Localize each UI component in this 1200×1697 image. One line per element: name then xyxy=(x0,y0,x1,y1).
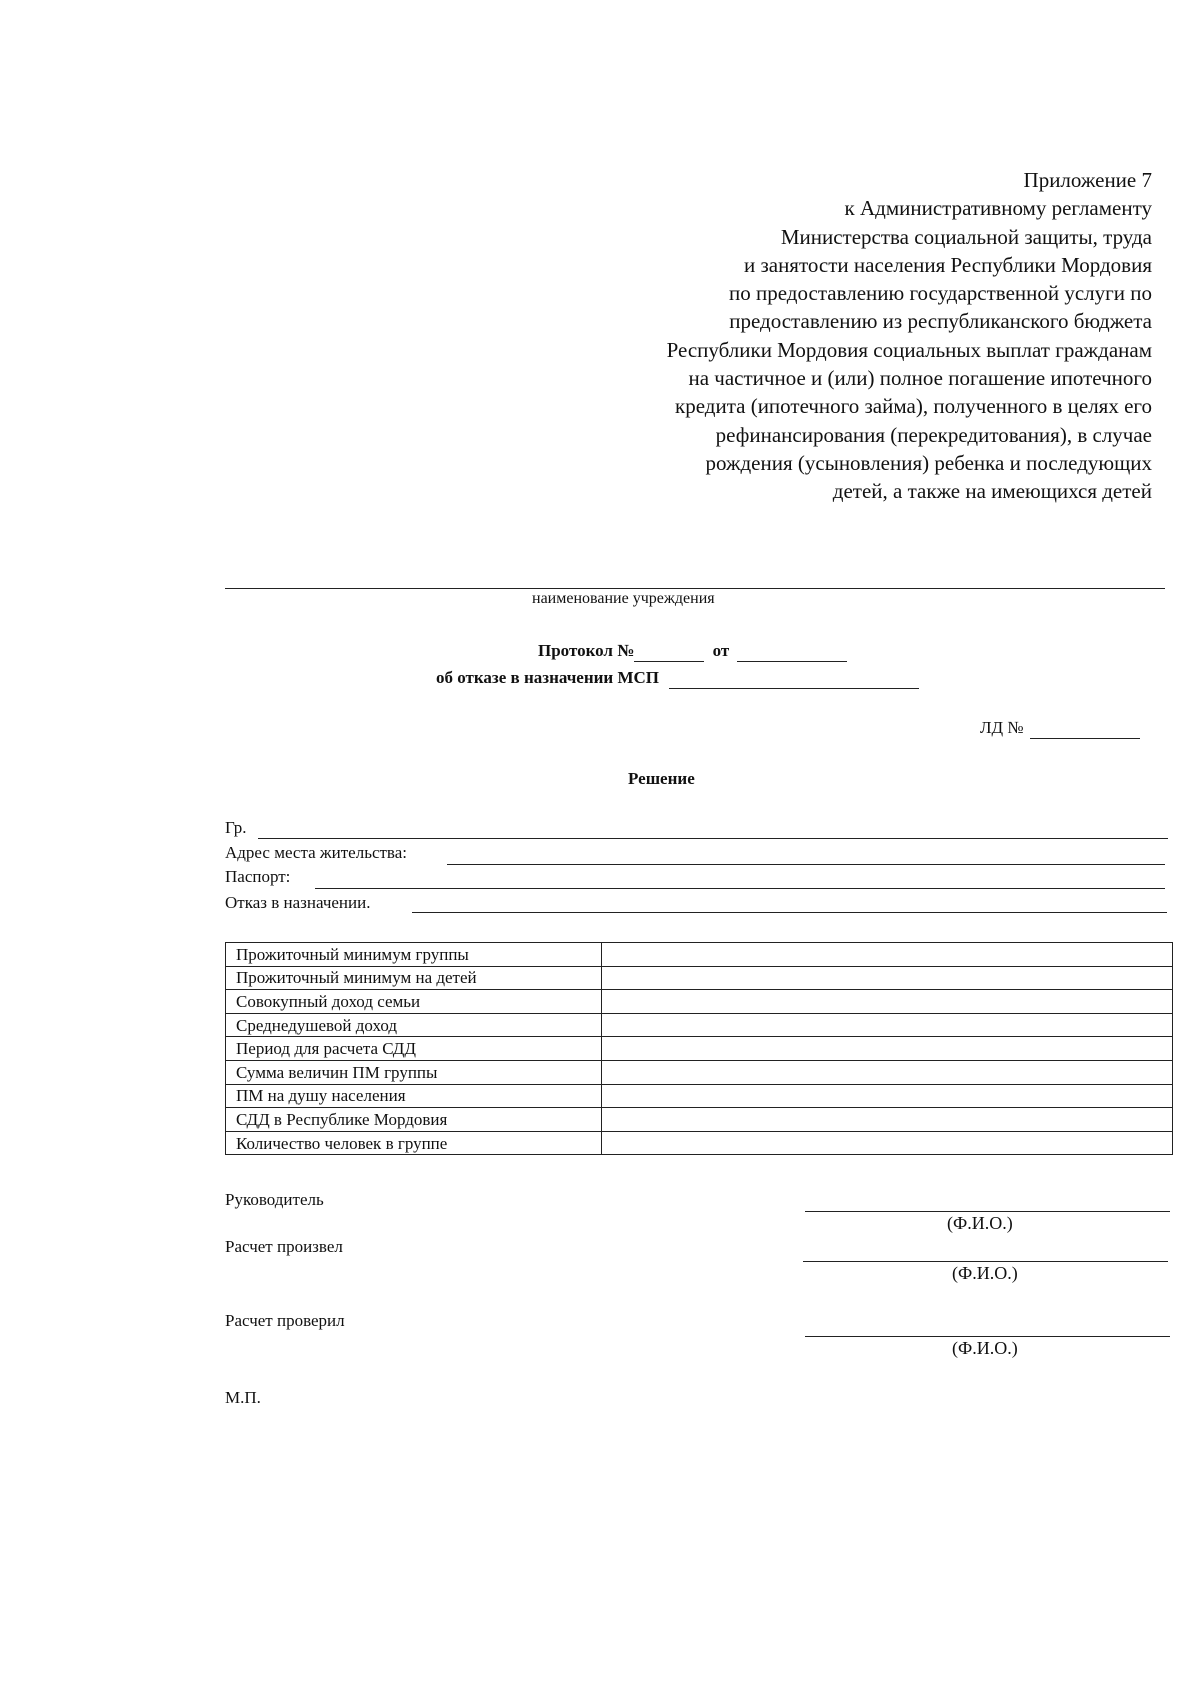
head-fio-caption: (Ф.И.О.) xyxy=(947,1213,1013,1233)
table-row xyxy=(226,943,1173,967)
param-label: Среднедушевой доход xyxy=(226,1013,602,1037)
protocol-subtitle: об отказе в назначении МСП xyxy=(436,668,660,687)
appendix-line: детей, а также на имеющихся детей xyxy=(832,479,1152,504)
param-label: ПМ на душу населения xyxy=(226,1084,602,1108)
table-row xyxy=(226,1084,1173,1108)
param-label: СДД в Республике Мордовия xyxy=(226,1108,602,1132)
appendix-line: Приложение 7 xyxy=(1023,168,1152,192)
param-value-cell[interactable] xyxy=(602,943,1173,967)
head-signature-label: Руководитель xyxy=(225,1190,324,1209)
protocol-date-field[interactable] xyxy=(737,641,847,662)
checked-by-signature-line[interactable] xyxy=(805,1336,1170,1337)
param-label: Количество человек в группе xyxy=(226,1131,602,1155)
appendix-line: предоставлению из республиканского бюджета xyxy=(729,309,1152,334)
citizen-field[interactable] xyxy=(258,838,1168,839)
table-row xyxy=(226,1108,1173,1132)
decision-title: Решение xyxy=(628,769,695,788)
param-label: Совокупный доход семьи xyxy=(226,990,602,1014)
ld-number-field[interactable] xyxy=(1030,718,1140,739)
table-row xyxy=(226,1013,1173,1037)
appendix-line: рождения (усыновления) ребенка и последующих xyxy=(705,450,1152,475)
protocol-number-label: Протокол № xyxy=(538,641,635,660)
calculated-by-fio-caption: (Ф.И.О.) xyxy=(952,1263,1018,1283)
msp-type-field[interactable] xyxy=(669,668,919,689)
stamp-placeholder: М.П. xyxy=(225,1388,261,1407)
table-row xyxy=(226,1131,1173,1155)
institution-name-line[interactable] xyxy=(225,588,1165,589)
param-value-cell[interactable] xyxy=(602,966,1173,990)
table-row xyxy=(226,966,1173,990)
protocol-number-field[interactable] xyxy=(634,641,704,662)
calculated-by-label: Расчет произвел xyxy=(225,1237,343,1256)
table-row xyxy=(226,1037,1173,1061)
protocol-title xyxy=(538,641,847,662)
appendix-line: и занятости населения Республики Мордовия xyxy=(743,252,1152,277)
param-value-cell[interactable] xyxy=(602,1131,1173,1155)
appendix-line: по предоставлению государственной услуги по xyxy=(729,281,1152,306)
param-value-cell[interactable] xyxy=(602,1108,1173,1132)
param-label: Период для расчета СДД xyxy=(226,1037,602,1061)
refusal-label: Отказ в назначении. xyxy=(225,893,371,912)
appendix-header xyxy=(512,166,1152,506)
param-label: Сумма величин ПМ группы xyxy=(226,1060,602,1084)
protocol-date-label: от xyxy=(712,641,730,660)
institution-caption: наименование учреждения xyxy=(532,590,715,607)
checked-by-label: Расчет проверил xyxy=(225,1311,345,1330)
param-value-cell[interactable] xyxy=(602,1084,1173,1108)
appendix-line: Министерства социальной защиты, труда xyxy=(780,224,1152,249)
ld-number-row xyxy=(980,718,1140,739)
appendix-line: к Административному регламенту xyxy=(844,196,1152,221)
table-row xyxy=(226,1060,1173,1084)
param-label: Прожиточный минимум на детей xyxy=(226,966,602,990)
head-signature-line[interactable] xyxy=(805,1211,1170,1212)
address-field[interactable] xyxy=(447,864,1165,865)
param-value-cell[interactable] xyxy=(602,990,1173,1014)
param-value-cell[interactable] xyxy=(602,1060,1173,1084)
param-value-cell[interactable] xyxy=(602,1037,1173,1061)
table-row xyxy=(226,990,1173,1014)
protocol-subtitle-row xyxy=(436,668,919,689)
checked-by-fio-caption: (Ф.И.О.) xyxy=(952,1338,1018,1358)
passport-label: Паспорт: xyxy=(225,867,291,886)
appendix-line: на частичное и (или) полное погашение ипотечного xyxy=(688,366,1152,391)
param-value-cell[interactable] xyxy=(602,1013,1173,1037)
passport-field[interactable] xyxy=(315,888,1165,889)
address-label: Адрес места жительства: xyxy=(225,843,407,862)
appendix-line: Республики Мордовия социальных выплат гражданам xyxy=(666,337,1152,362)
ld-number-label: ЛД № xyxy=(980,718,1024,737)
param-label: Прожиточный минимум группы xyxy=(226,943,602,967)
appendix-line: рефинансирования (перекредитования), в случае xyxy=(715,422,1152,447)
calculated-by-signature-line[interactable] xyxy=(803,1261,1168,1262)
refusal-field[interactable] xyxy=(412,912,1167,913)
appendix-line: кредита (ипотечного займа), полученного в целях его xyxy=(675,394,1152,419)
citizen-label: Гр. xyxy=(225,818,247,837)
params-table xyxy=(225,942,1173,1155)
